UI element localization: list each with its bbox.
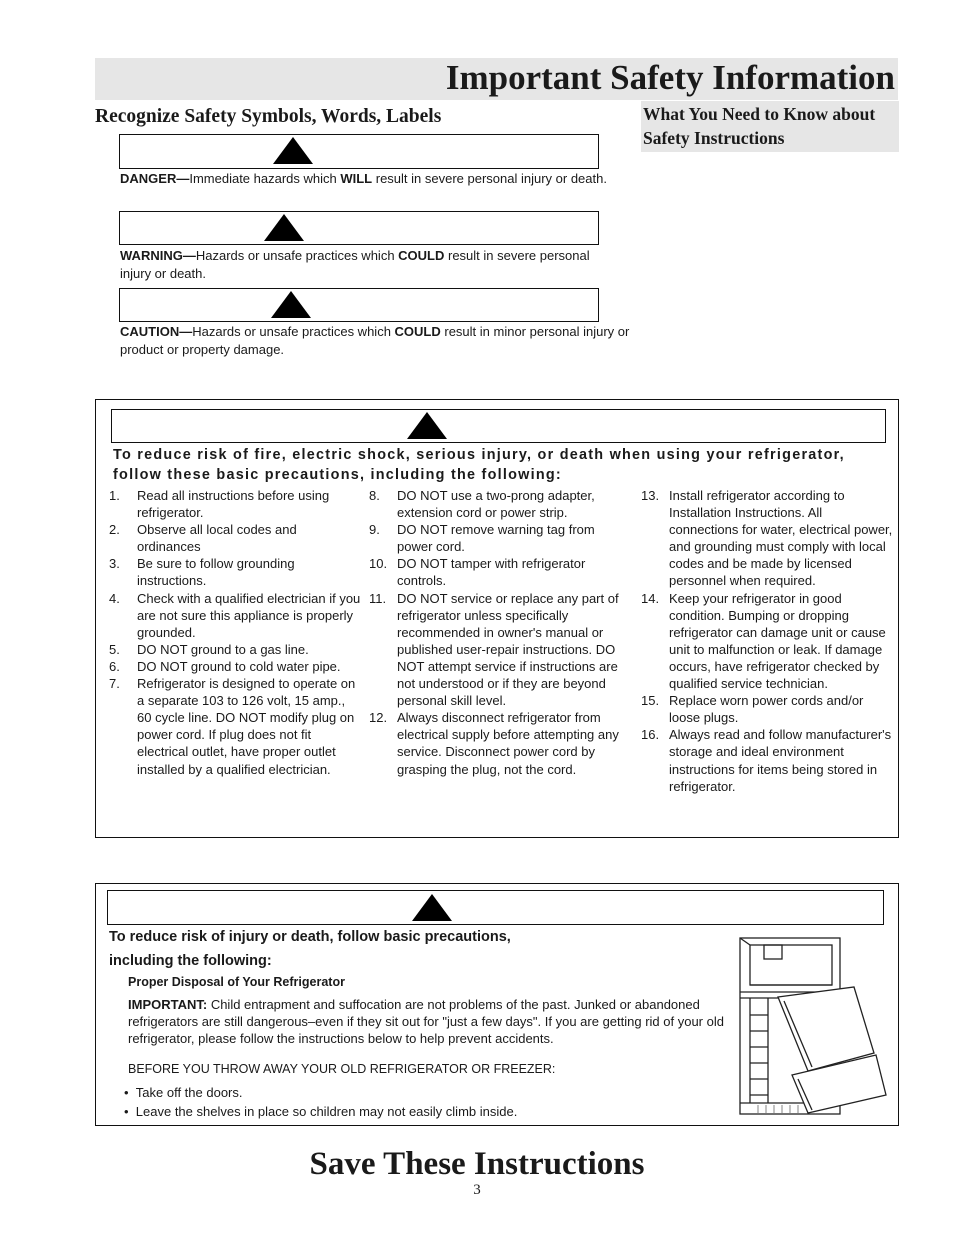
list-item: 5. DO NOT ground to a gas line. xyxy=(109,641,309,657)
list-item: 2. Observe all local codes and ordinances xyxy=(109,522,297,555)
disposal-important-paragraph: IMPORTANT: Child entrapment and suffocation are not problems of the past. Junked or abandoned refrigerators are still dangerous–even if they sit out for "just a few days". If you are getting rid of your old refrigerator, please follow the instructions below to help prevent accidents. xyxy=(128,997,724,1047)
caution-signal-bar xyxy=(119,288,599,322)
danger-definition: DANGER—Immediate hazards which WILL result in severe personal injury or death. xyxy=(120,171,607,186)
list-item: 14. Keep your refrigerator in good condition. Bumping or dropping refrigerator can damage unit or cause unit to malfunction or leak. If damage occurs, have refrigerator checked by qualified service technician. xyxy=(641,590,886,692)
list-item: 10. DO NOT tamper with refrigerator controls. xyxy=(369,556,586,589)
warning-triangle-icon xyxy=(407,412,447,439)
know-box-text: What You Need to Know about Safety Instructions xyxy=(643,104,876,148)
list-item: 7. Refrigerator is designed to operate on a separate 103 to 126 volt, 15 amp., 60 cycle line. DO NOT modify plug on power cord. If plug does not fit electrical outlet, have proper outlet installed by a qualified electrician. xyxy=(109,676,356,777)
list-item: 12. Always disconnect refrigerator from electrical supply before attempting any service. Disconnect power cord by grasping the plug, not the cord. xyxy=(369,710,619,777)
danger-signal-bar xyxy=(119,134,599,169)
list-item: 6. DO NOT ground to cold water pipe. xyxy=(109,658,341,674)
save-instructions-heading: Save These Instructions xyxy=(309,1146,645,1182)
list-item: 3. Be sure to follow grounding instructions. xyxy=(109,556,295,589)
warning-triangle-icon xyxy=(412,894,452,921)
disposal-heading-line1: To reduce risk of injury or death, follow basic precautions, xyxy=(109,929,511,945)
list-item: 11. DO NOT service or replace any part of refrigerator unless specifically recommended in owner's manual or published user-repair instructions. DO NOT attempt service if instructions are not understood or if they are beyond personal skill level. xyxy=(369,590,619,709)
disposal-bullet-list xyxy=(124,1083,517,1121)
warning-panel-bar xyxy=(111,409,886,443)
warning-signal-bar xyxy=(119,211,599,245)
list-item: • Take off the doors. xyxy=(124,1085,243,1100)
list-item: 1. Read all instructions before using refrigerator. xyxy=(109,488,330,521)
disposal-subheading: Proper Disposal of Your Refrigerator xyxy=(128,975,345,989)
precautions-column-1 xyxy=(109,487,361,778)
disposal-heading-line2: including the following: xyxy=(109,953,272,969)
precautions-column-3 xyxy=(641,487,895,795)
list-item: 8. DO NOT use a two-prong adapter, extension cord or power strip. xyxy=(369,488,595,521)
caution-triangle-icon xyxy=(271,291,311,318)
warning-triangle-icon xyxy=(264,214,304,241)
caution-definition: CAUTION—Hazards or unsafe practices which COULD result in minor personal injury or product or property damage. xyxy=(120,324,630,357)
warning-definition: WARNING—Hazards or unsafe practices which COULD result in severe personal injury or death. xyxy=(120,248,590,281)
danger-warning-icon xyxy=(273,137,313,164)
page-number: 3 xyxy=(473,1182,481,1198)
precautions-column-2 xyxy=(369,487,631,778)
list-item: 9. DO NOT remove warning tag from power cord. xyxy=(369,522,595,555)
refrigerator-illustration xyxy=(736,935,888,1120)
disposal-before-text: BEFORE YOU THROW AWAY YOUR OLD REFRIGERATOR OR FREEZER: xyxy=(128,1062,556,1076)
section-heading: Recognize Safety Symbols, Words, Labels xyxy=(95,106,442,127)
list-item: • Leave the shelves in place so children may not easily climb inside. xyxy=(124,1104,518,1119)
list-item: 13. Install refrigerator according to Installation Instructions. All connections for water, electrical power, and grounding must comply with local codes and be made by licensed personnel when required. xyxy=(641,488,893,589)
disposal-panel-bar xyxy=(107,890,884,925)
list-item: 16. Always read and follow manufacturer's storage and ideal environment instructions for items being stored in refrigerator. xyxy=(641,727,892,794)
page-title: Important Safety Information xyxy=(445,58,895,97)
list-item: 4. Check with a qualified electrician if you are not sure this appliance is properly grounded. xyxy=(109,590,361,640)
list-item: 15. Replace worn power cords and/or loose plugs. xyxy=(641,693,864,726)
warning-panel-heading: To reduce risk of fire, electric shock, serious injury, or death when using your refrigerator, follow these basic precautions, including the following: xyxy=(113,447,845,483)
